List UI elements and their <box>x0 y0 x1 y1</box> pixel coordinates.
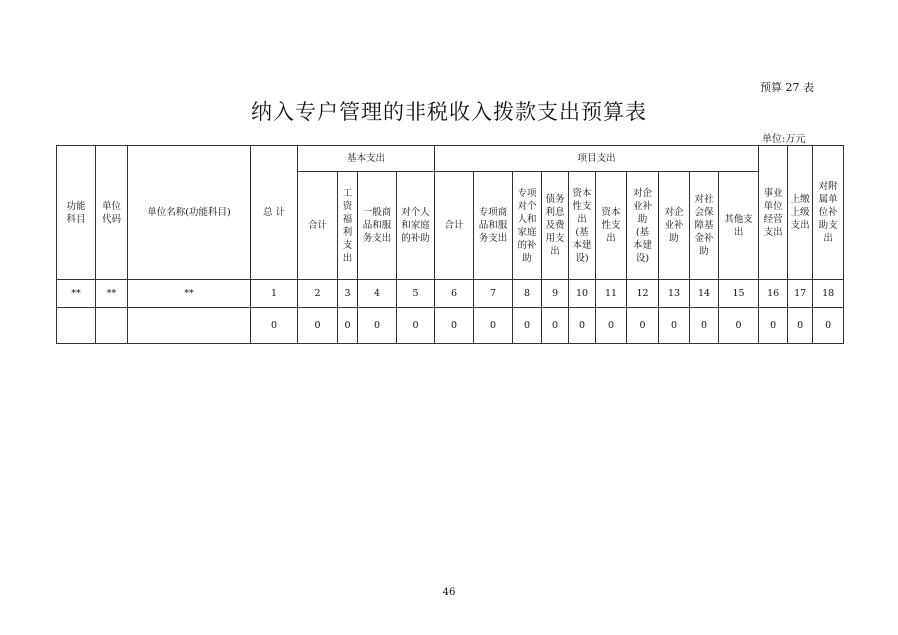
column-number-cell: 15 <box>719 280 759 308</box>
data-cell <box>57 308 96 344</box>
column-number-cell: 13 <box>659 280 690 308</box>
column-number-cell: 5 <box>397 280 435 308</box>
header-project-3: 债务 利息 及费 用支 出 <box>542 172 569 280</box>
column-number-cell: 17 <box>788 280 813 308</box>
header-basic-0: 合计 <box>298 172 338 280</box>
header-basic-1: 工 资 福 利 支 出 <box>338 172 358 280</box>
column-number-cell: ** <box>128 280 251 308</box>
data-cell: 0 <box>788 308 813 344</box>
data-cell <box>96 308 128 344</box>
unit-label: 单位:万元 <box>762 134 806 145</box>
data-cell: 0 <box>596 308 627 344</box>
column-number-cell: 9 <box>542 280 569 308</box>
header-project-4: 资本 性支 出 (基 本建 设) <box>569 172 596 280</box>
page-title: 纳入专户管理的非税收入拨款支出预算表 <box>251 100 647 124</box>
column-number-cell: 2 <box>298 280 338 308</box>
column-number-cell: 3 <box>338 280 358 308</box>
data-cell: 0 <box>813 308 844 344</box>
header-basic-3: 对个人 和家庭 的补助 <box>397 172 435 280</box>
data-cell: 0 <box>474 308 513 344</box>
data-cell <box>128 308 251 344</box>
data-cell: 0 <box>627 308 659 344</box>
header-project-7: 对企 业补 助 <box>659 172 690 280</box>
column-number-cell: ** <box>57 280 96 308</box>
data-cell: 0 <box>513 308 542 344</box>
header-project-1: 专项商 品和服 务支出 <box>474 172 513 280</box>
page-number: 46 <box>442 587 456 598</box>
data-cell: 0 <box>569 308 596 344</box>
data-cell: 0 <box>719 308 759 344</box>
header-unit-code: 单位 代码 <box>96 146 128 280</box>
column-number-cell: 12 <box>627 280 659 308</box>
column-number-cell: 8 <box>513 280 542 308</box>
header-superior-payment: 上缴 上级 支出 <box>788 146 813 280</box>
header-function-code: 功能 科目 <box>57 146 96 280</box>
column-number-cell: 14 <box>690 280 719 308</box>
header-project-6: 对企 业补 助 (基 本建 设) <box>627 172 659 280</box>
data-cell: 0 <box>397 308 435 344</box>
column-number-cell: 18 <box>813 280 844 308</box>
column-number-cell: 7 <box>474 280 513 308</box>
header-basic-2: 一般商 品和服 务支出 <box>358 172 397 280</box>
header-project-8: 对社 会保 障基 金补 助 <box>690 172 719 280</box>
column-number-cell: 10 <box>569 280 596 308</box>
header-subsidiary-subsidy: 对附 属单 位补 助支 出 <box>813 146 844 280</box>
data-cell: 0 <box>338 308 358 344</box>
budget-table <box>56 145 844 344</box>
column-number-cell: 16 <box>759 280 788 308</box>
data-cell: 0 <box>759 308 788 344</box>
data-cell: 0 <box>435 308 474 344</box>
data-cell: 0 <box>358 308 397 344</box>
header-project-9: 其他支 出 <box>719 172 759 280</box>
column-number-cell: 4 <box>358 280 397 308</box>
header-unit-name: 单位名称(功能科目) <box>128 146 251 280</box>
column-number-cell: ** <box>96 280 128 308</box>
header-project-5: 资本 性支 出 <box>596 172 627 280</box>
form-number: 预算 27 表 <box>760 81 814 94</box>
data-cell: 0 <box>542 308 569 344</box>
data-cell: 0 <box>251 308 298 344</box>
data-cell: 0 <box>298 308 338 344</box>
header-basic-expenditure: 基本支出 <box>298 146 435 172</box>
header-project-expenditure: 项目支出 <box>435 146 759 172</box>
header-project-0: 合计 <box>435 172 474 280</box>
data-cell: 0 <box>659 308 690 344</box>
header-project-2: 专项 对个 人和 家庭 的补 助 <box>513 172 542 280</box>
column-number-cell: 11 <box>596 280 627 308</box>
column-number-cell: 1 <box>251 280 298 308</box>
column-number-cell: 6 <box>435 280 474 308</box>
header-total: 总 计 <box>251 146 298 280</box>
header-enterprise-expenditure: 事业 单位 经营 支出 <box>759 146 788 280</box>
data-cell: 0 <box>690 308 719 344</box>
